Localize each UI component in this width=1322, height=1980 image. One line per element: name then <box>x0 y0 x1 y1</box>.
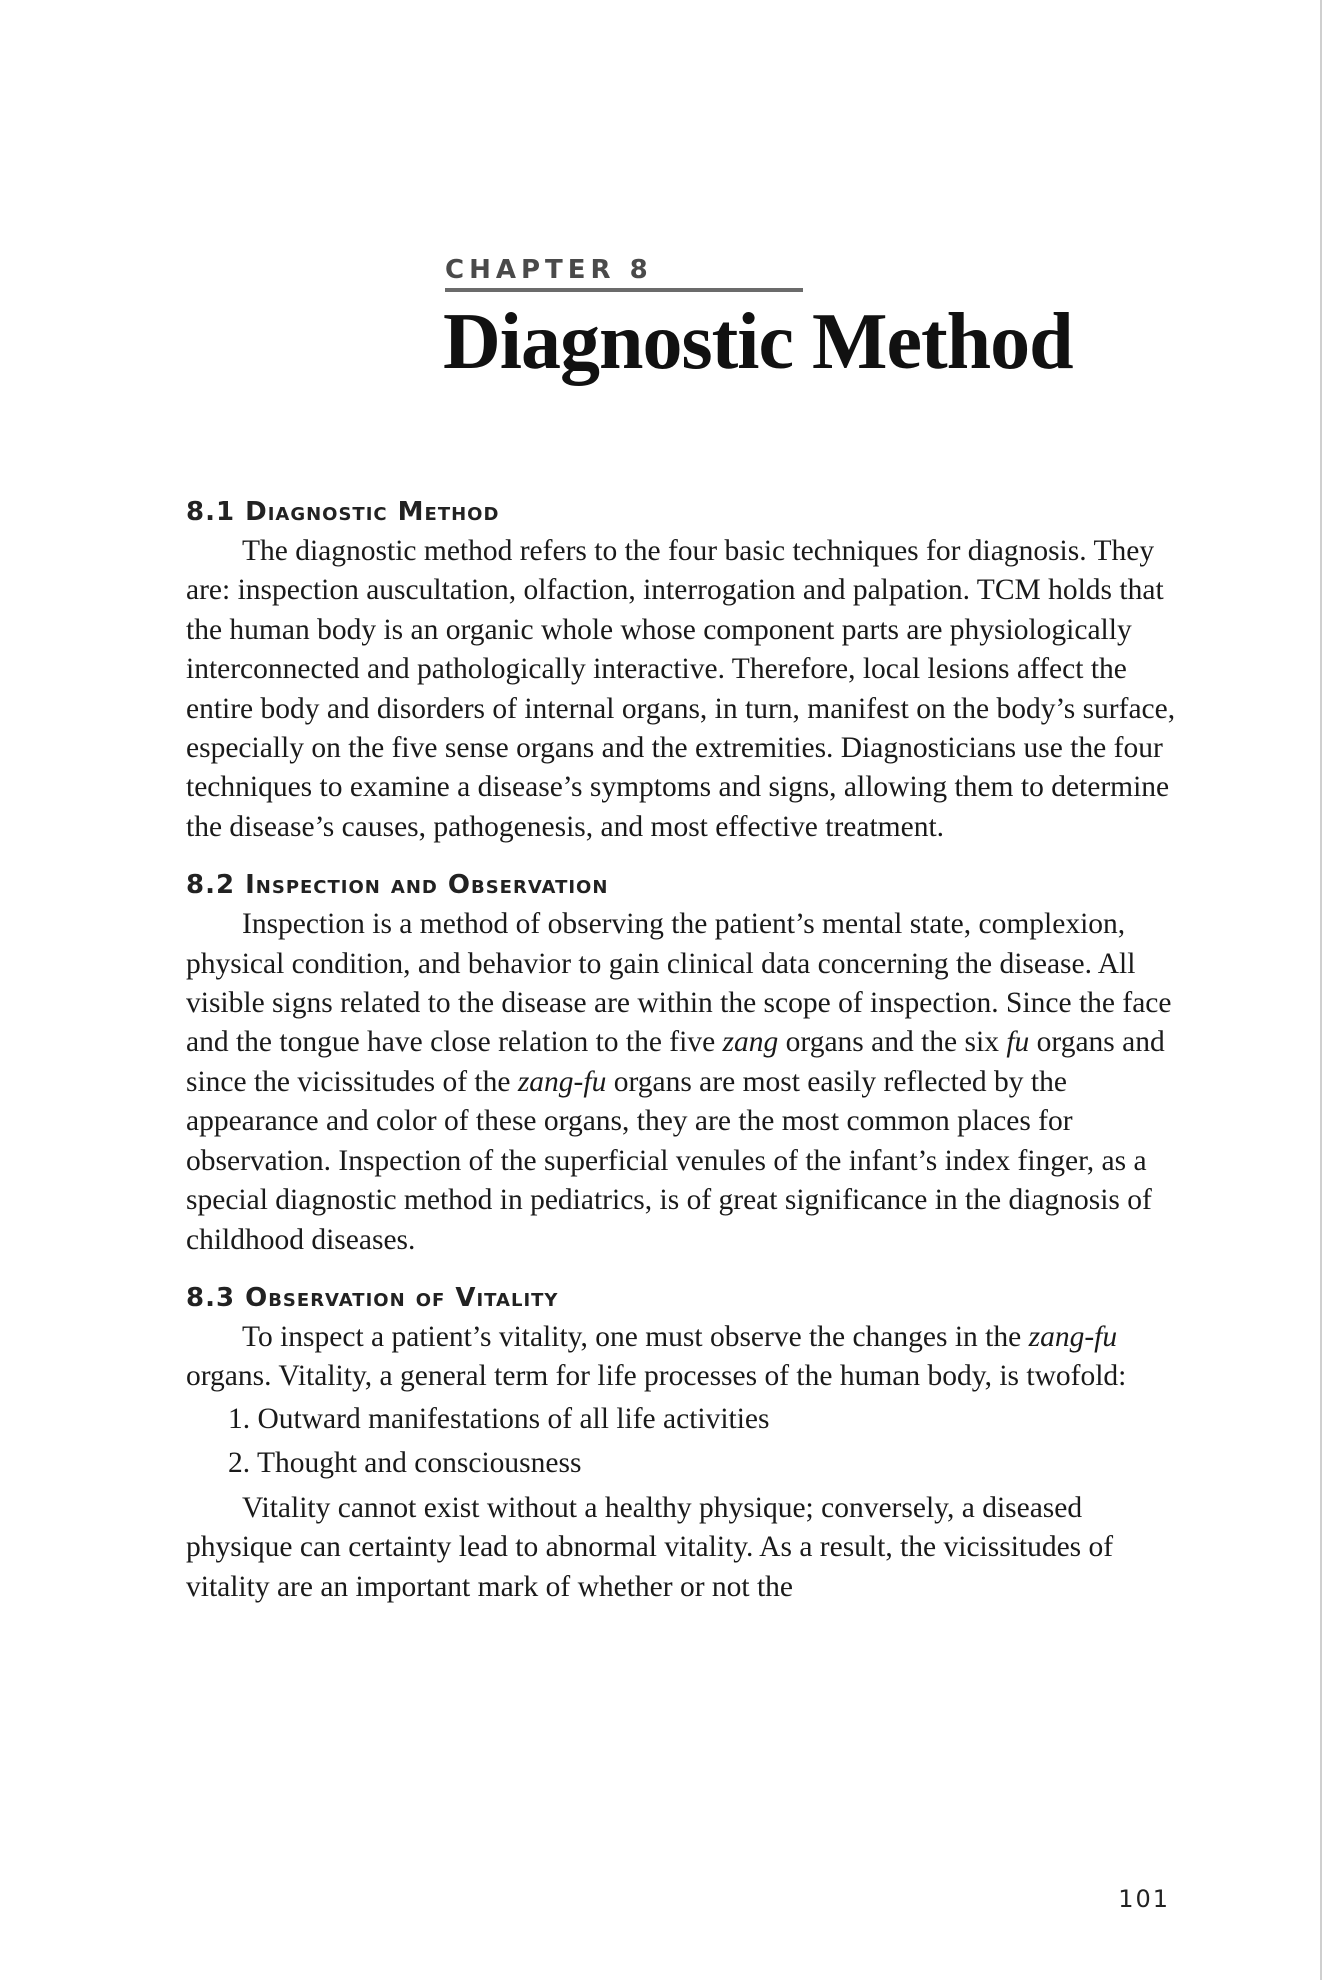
text-run: Inspection is a method of observing the patient’s mental state, complexion, physical condition, and behavior to gain clinical data concerning the disease. All visible signs related to the disease are within the scope of inspection. Since the face and the tongue have close relation to the five <box>186 908 1172 1059</box>
section-heading-8-3: 8.3 Observation of Vitality <box>186 1282 559 1313</box>
italic-term: zang-fu <box>517 1065 607 1098</box>
section-heading-8-2: 8.2 Inspection and Observation <box>186 870 609 901</box>
section-8-1-paragraph: The diagnostic method refers to the four basic techniques for diagnosis. They are: inspection auscultation, olfaction, interrogation and palpation. TCM holds that the human body is an organic whole whose component parts are physiologically interconnected and pathologically interactive. Therefore, local lesions affect the entire body and disorders of internal organs, in turn, manifest on the body’s surface, especially on the five sense organs and the extremities. Diagnosticians use the four techniques to examine a disease’s symptoms and signs, allowing them to determine the disease’s causes, pathogenesis, and most effective treatment. <box>186 535 1176 843</box>
italic-term: fu <box>1006 1026 1030 1059</box>
chapter-label: CHAPTER 8 <box>445 255 653 285</box>
section-8-2-paragraph <box>186 905 1176 1260</box>
text-run: organs are most easily reflected by the appearance and color of these organs, they are the most common places for observation. Inspection of the superficial venules of the infant’s index finger, as a special diagnostic method in pediatrics, is of great significance in the diagnosis of childhood diseases. <box>186 1065 1152 1256</box>
italic-term: zang-fu <box>1028 1320 1118 1353</box>
list-item: 1. Outward manifestations of all life activities <box>228 1402 770 1435</box>
chapter-title: Diagnostic Method <box>443 298 1073 386</box>
list-item: 2. Thought and consciousness <box>228 1446 582 1479</box>
page-content <box>186 492 1176 1607</box>
section-heading-8-1: 8.1 Diagnostic Method <box>186 497 500 527</box>
section-8-3-closing: Vitality cannot exist without a healthy physique; conversely, a diseased physique can certainty lead to abnormal vitality. As a result, the vicissitudes of vitality are an important mark of whether or not the <box>186 1491 1114 1603</box>
text-run: organs and since the vicissitudes of the <box>186 1026 1165 1098</box>
italic-term: zang <box>722 1026 779 1059</box>
text-run: organs and the six <box>778 1026 1007 1059</box>
section-8-3-intro <box>186 1318 1176 1397</box>
text-run: organs. Vitality, a general term for life processes of the human body, is twofold: <box>186 1360 1127 1393</box>
text-run: To inspect a patient’s vitality, one must observe the changes in the <box>242 1320 1029 1353</box>
page-number: 101 <box>1118 1885 1170 1913</box>
